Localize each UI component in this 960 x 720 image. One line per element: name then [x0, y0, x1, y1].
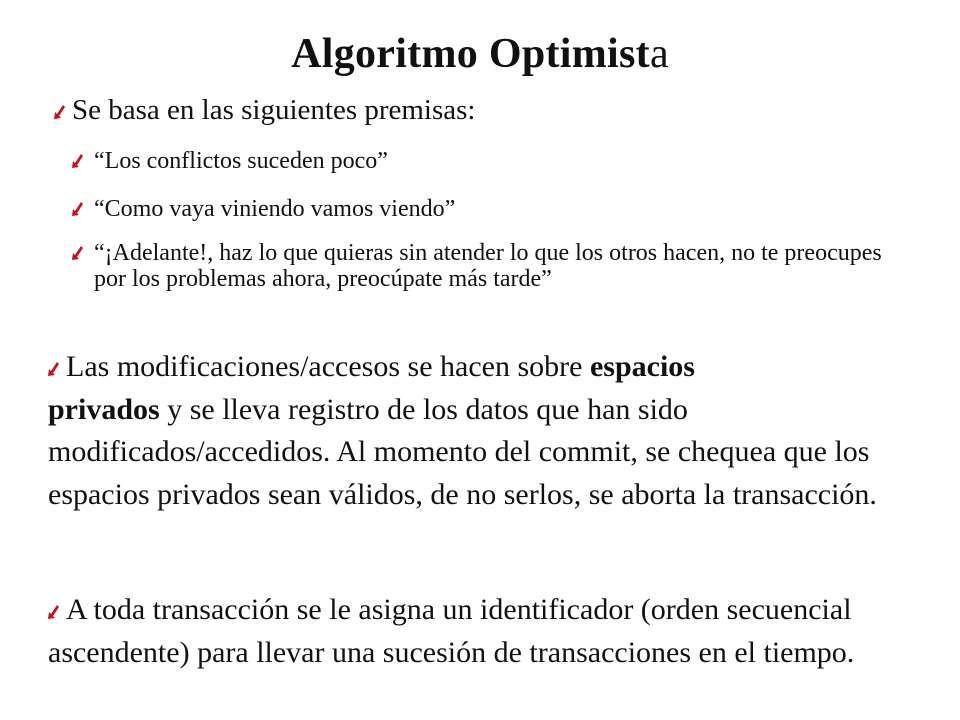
premise-text: “Los conflictos suceden poco”	[94, 148, 388, 174]
paragraph-identifier	[48, 589, 928, 674]
premise-text: “¡Adelante!, haz lo que quieras sin atender lo que los otros hacen, no te preocupes por los problemas ahora, preocúpate más tarde”	[94, 240, 882, 292]
bullet-icon	[54, 105, 66, 119]
intro-text: Se basa en las siguientes premisas:	[72, 94, 476, 126]
paragraph2-text: A toda transacción se le asigna un identificador (orden secuencial ascendente) para llevar una sucesión de transacciones en el tiempo.	[48, 593, 855, 669]
premise-item	[72, 240, 902, 292]
paragraph1-post: y se lleva registro de los datos que han sido modificados/accedidos. Al momento del commit, se chequea que los espacios privados sean válidos, de no serlos, se aborta la transacción.	[48, 392, 877, 511]
bullet-icon	[48, 362, 60, 376]
bullet-icon	[72, 154, 84, 168]
premise-item	[72, 196, 902, 222]
title-light-part: a	[649, 31, 669, 77]
bullet-icon	[48, 605, 60, 619]
title-bold-part: Algoritmo Optimist	[291, 31, 650, 77]
paragraph-private-spaces	[48, 346, 928, 516]
bullet-icon	[72, 246, 84, 260]
paragraph1-bold2: privados	[48, 392, 160, 426]
slide-title	[0, 26, 960, 82]
premise-item	[72, 148, 902, 174]
paragraph1-bold1: espacios	[589, 350, 695, 383]
paragraph1-pre: Las modificaciones/accesos se hacen sobre	[66, 350, 590, 383]
bullet-icon	[72, 202, 84, 216]
premise-text: “Como vaya viniendo vamos viendo”	[94, 196, 456, 222]
intro-bullet	[54, 90, 476, 130]
